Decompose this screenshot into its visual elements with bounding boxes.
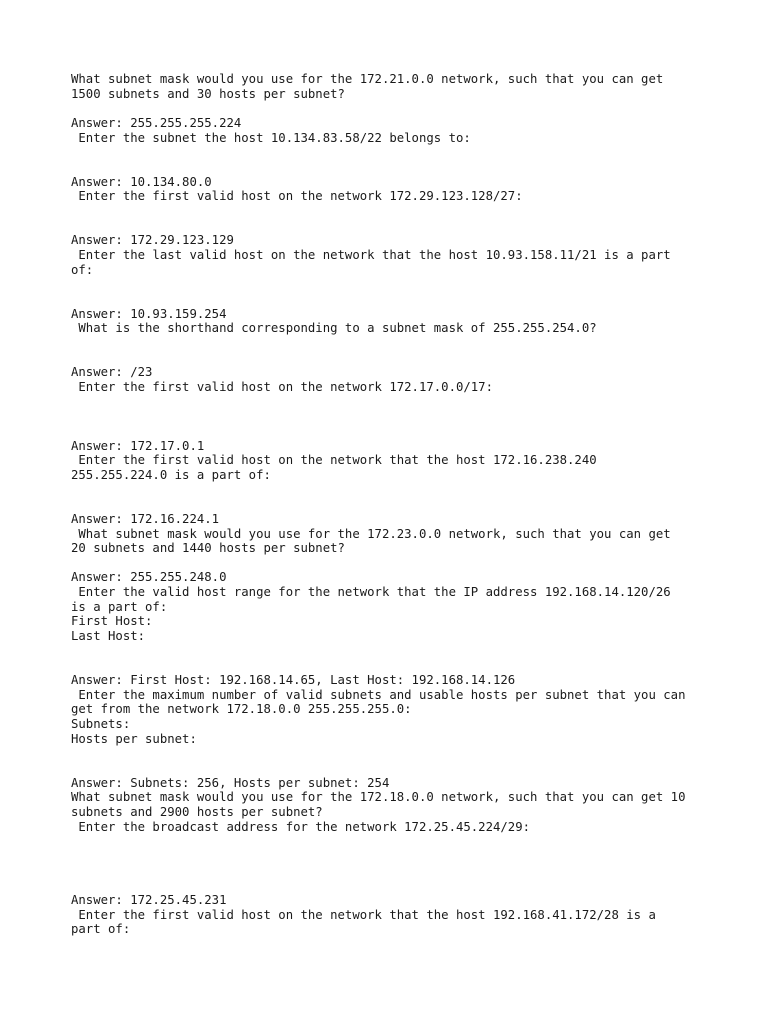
answer-line: Answer: 10.134.80.0 [71, 175, 212, 189]
question-line: Enter the broadcast address for the network 172.25.45.224/29: [71, 820, 531, 834]
text-line: is a part of: [71, 600, 168, 614]
text-line: Subnets: [71, 717, 131, 731]
answer-line: Answer: First Host: 192.168.14.65, Last Host: 192.168.14.126 [71, 673, 516, 687]
text-line: subnets and 2900 hosts per subnet? [71, 805, 323, 819]
text-line: What subnet mask would you use for the 172.21.0.0 network, such that you can get [71, 72, 664, 86]
question-line: Enter the first valid host on the network that the host 192.168.41.172/28 is a [71, 908, 656, 922]
question-line: Enter the valid host range for the network that the IP address 192.168.14.120/26 [71, 585, 671, 599]
answer-line: Answer: 255.255.248.0 [71, 570, 227, 584]
answer-line: Answer: 255.255.255.224 [71, 116, 242, 130]
question-line: Enter the first valid host on the network 172.29.123.128/27: [71, 189, 523, 203]
text-line: part of: [71, 922, 131, 936]
answer-line: Answer: 172.25.45.231 [71, 893, 227, 907]
answer-line: Answer: Subnets: 256, Hosts per subnet: 254 [71, 776, 390, 790]
answer-line: Answer: 172.29.123.129 [71, 233, 234, 247]
question-line: Enter the maximum number of valid subnets and usable hosts per subnet that you can [71, 688, 686, 702]
text-line: 255.255.224.0 is a part of: [71, 468, 271, 482]
question-line: Enter the first valid host on the network 172.17.0.0/17: [71, 380, 493, 394]
text-line: get from the network 172.18.0.0 255.255.255.0: [71, 702, 412, 716]
text-line: Last Host: [71, 629, 146, 643]
answer-line: Answer: 172.17.0.1 [71, 439, 205, 453]
question-line: Enter the last valid host on the network that the host 10.93.158.11/21 is a part [71, 248, 671, 262]
text-line: of: [71, 263, 94, 277]
text-line: First Host: [71, 614, 153, 628]
text-line: 20 subnets and 1440 hosts per subnet? [71, 541, 345, 555]
answer-line: Answer: 172.16.224.1 [71, 512, 220, 526]
answer-line: Answer: /23 [71, 365, 153, 379]
text-line: 1500 subnets and 30 hosts per subnet? [71, 87, 345, 101]
text-line: Hosts per subnet: [71, 732, 197, 746]
question-line: Enter the subnet the host 10.134.83.58/22 belongs to: [71, 131, 471, 145]
text-line: What subnet mask would you use for the 172.18.0.0 network, such that you can get 10 [71, 790, 686, 804]
question-line: What is the shorthand corresponding to a subnet mask of 255.255.254.0? [71, 321, 597, 335]
question-line: Enter the first valid host on the network that the host 172.16.238.240 [71, 453, 597, 467]
answer-line: Answer: 10.93.159.254 [71, 307, 227, 321]
question-line: What subnet mask would you use for the 172.23.0.0 network, such that you can get [71, 527, 671, 541]
